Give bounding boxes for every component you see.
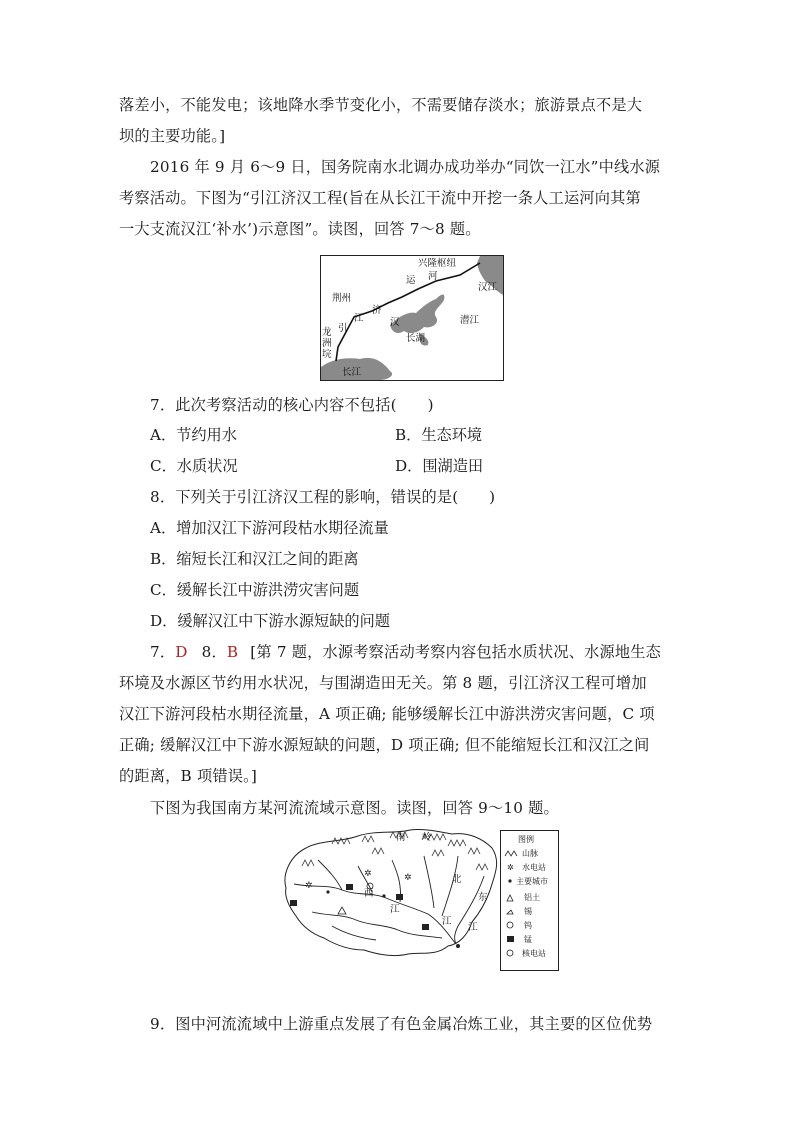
legend-manganese-icon bbox=[507, 936, 514, 942]
text-line: 落差小，不能发电；该地降水季节变化小，不需要储存淡水；旅游景点不是大 bbox=[119, 96, 643, 114]
label-qianjiang: 潜江 bbox=[460, 315, 480, 326]
answer-line: 正确; 缓解汉江中下游水源短缺的问题，D 项正确; 但不能缩短长江和汉江之间 bbox=[119, 736, 650, 754]
label-ling: 岭 bbox=[422, 832, 432, 843]
text-line: 2016 年 9 月 6～9 日，国务院南水北调办成功举办“同饮一江水”中线水源 bbox=[150, 158, 661, 176]
label-dong: 东 bbox=[478, 892, 488, 903]
legend-item: 铝土 bbox=[524, 893, 540, 902]
canal-map bbox=[320, 255, 504, 381]
text-line: 一大支流汉江‘补水’)示意图”。读图，回答 7～8 题。 bbox=[119, 220, 481, 238]
svg-text:✲: ✲ bbox=[364, 869, 372, 879]
q8-option-b: B．缩短长江和汉江之间的距离 bbox=[150, 550, 359, 568]
label-xinglong: 兴隆枢纽 bbox=[418, 258, 457, 269]
label-bei: 北 bbox=[452, 874, 462, 885]
label-long: 龙 bbox=[322, 327, 332, 338]
svg-text:✲: ✲ bbox=[305, 881, 313, 891]
label-nan: 南 bbox=[396, 832, 406, 843]
label-yun: 运 bbox=[406, 275, 416, 286]
label-xijiang-jiang: 江 bbox=[390, 904, 400, 915]
q7-option-b: B．生态环境 bbox=[395, 426, 483, 444]
label-yuan: 垸 bbox=[322, 349, 332, 360]
label-jingzhou: 荆州 bbox=[332, 293, 352, 304]
label-dongjiang-jiang: 江 bbox=[468, 922, 478, 933]
question-7-stem: 7．此次考察活动的核心内容不包括( ) bbox=[150, 396, 434, 414]
river-basin-map bbox=[272, 826, 562, 972]
answer-8-letter: B bbox=[226, 643, 239, 661]
q7-option-a: A．节约用水 bbox=[150, 426, 237, 444]
answer-line: 环境及水源区节约用水状况，与围湖造田无关。第 8 题，引江济汉工程可增加 bbox=[119, 674, 647, 692]
answer-line: 汉江下游河段枯水期径流量，A 项正确; 能够缓解长江中游洪涝灾害问题，C 项 bbox=[119, 705, 655, 723]
answer-explanation: [第 7 题，水源考察活动考察内容包括水质状况、水源地生态 bbox=[250, 643, 662, 661]
basin-outline bbox=[285, 829, 497, 955]
label-changhu: 长湖 bbox=[406, 333, 426, 344]
label-zhou: 洲 bbox=[322, 338, 332, 349]
legend-item: 锰 bbox=[524, 935, 532, 944]
legend-city-icon bbox=[508, 879, 511, 882]
legend-item: 钨 bbox=[524, 921, 532, 930]
legend-hydropower-icon: ✲ bbox=[507, 863, 514, 872]
label-jiang: 江 bbox=[354, 313, 364, 324]
label-yin: 引 bbox=[338, 323, 348, 334]
legend-item: 锡 bbox=[524, 907, 532, 916]
label-ji: 济 bbox=[372, 305, 382, 316]
label-he: 河 bbox=[428, 271, 438, 282]
text-line: 坝的主要功能。] bbox=[119, 127, 226, 145]
q8-option-c: C．缓解长江中游洪涝灾害问题 bbox=[150, 581, 360, 599]
legend-item: 主要城市 bbox=[516, 877, 548, 886]
answer-8-number: 8． bbox=[201, 643, 227, 661]
river-basin-figure bbox=[272, 826, 562, 972]
q8-option-a: A．增加汉江下游河段枯水期径流量 bbox=[150, 519, 389, 537]
label-changjiang: 长江 bbox=[342, 367, 362, 378]
q8-option-d: D．缓解汉江中下游水源短缺的问题 bbox=[150, 612, 390, 630]
label-han: 汉 bbox=[390, 317, 400, 328]
legend-item: 水电站 bbox=[522, 863, 546, 872]
intro-9-10: 下图为我国南方某河流流域示意图。读图，回答 9～10 题。 bbox=[150, 799, 559, 817]
question-9-stem: 9．图中河流流域中上游重点发展了有色金属冶炼工业，其主要的区位优势 bbox=[150, 1015, 653, 1033]
legend-item: 山脉 bbox=[522, 849, 538, 858]
q7-option-c: C．水质状况 bbox=[150, 457, 238, 475]
answer-7-number: 7． bbox=[150, 643, 176, 661]
legend-item: 核电站 bbox=[522, 949, 546, 958]
legend-title: 图例 bbox=[518, 835, 534, 844]
text-line: 考察活动。下图为“引江济汉工程(旨在从长江干流中开挖一条人工运河向其第 bbox=[119, 189, 641, 207]
answer-line bbox=[150, 641, 661, 663]
svg-text:✲: ✲ bbox=[404, 873, 412, 883]
q7-option-d: D．围湖造田 bbox=[395, 457, 484, 475]
label-xi: 西 bbox=[364, 888, 374, 899]
answer-line: 的距离，B 项错误。] bbox=[119, 767, 258, 785]
label-beijiang-jiang: 江 bbox=[442, 916, 452, 927]
label-hanjiang: 汉江 bbox=[478, 282, 498, 293]
canal-map-figure bbox=[320, 255, 504, 381]
answer-7-letter: D bbox=[175, 643, 188, 661]
question-8-stem: 8．下列关于引江济汉工程的影响，错误的是( ) bbox=[150, 488, 496, 506]
